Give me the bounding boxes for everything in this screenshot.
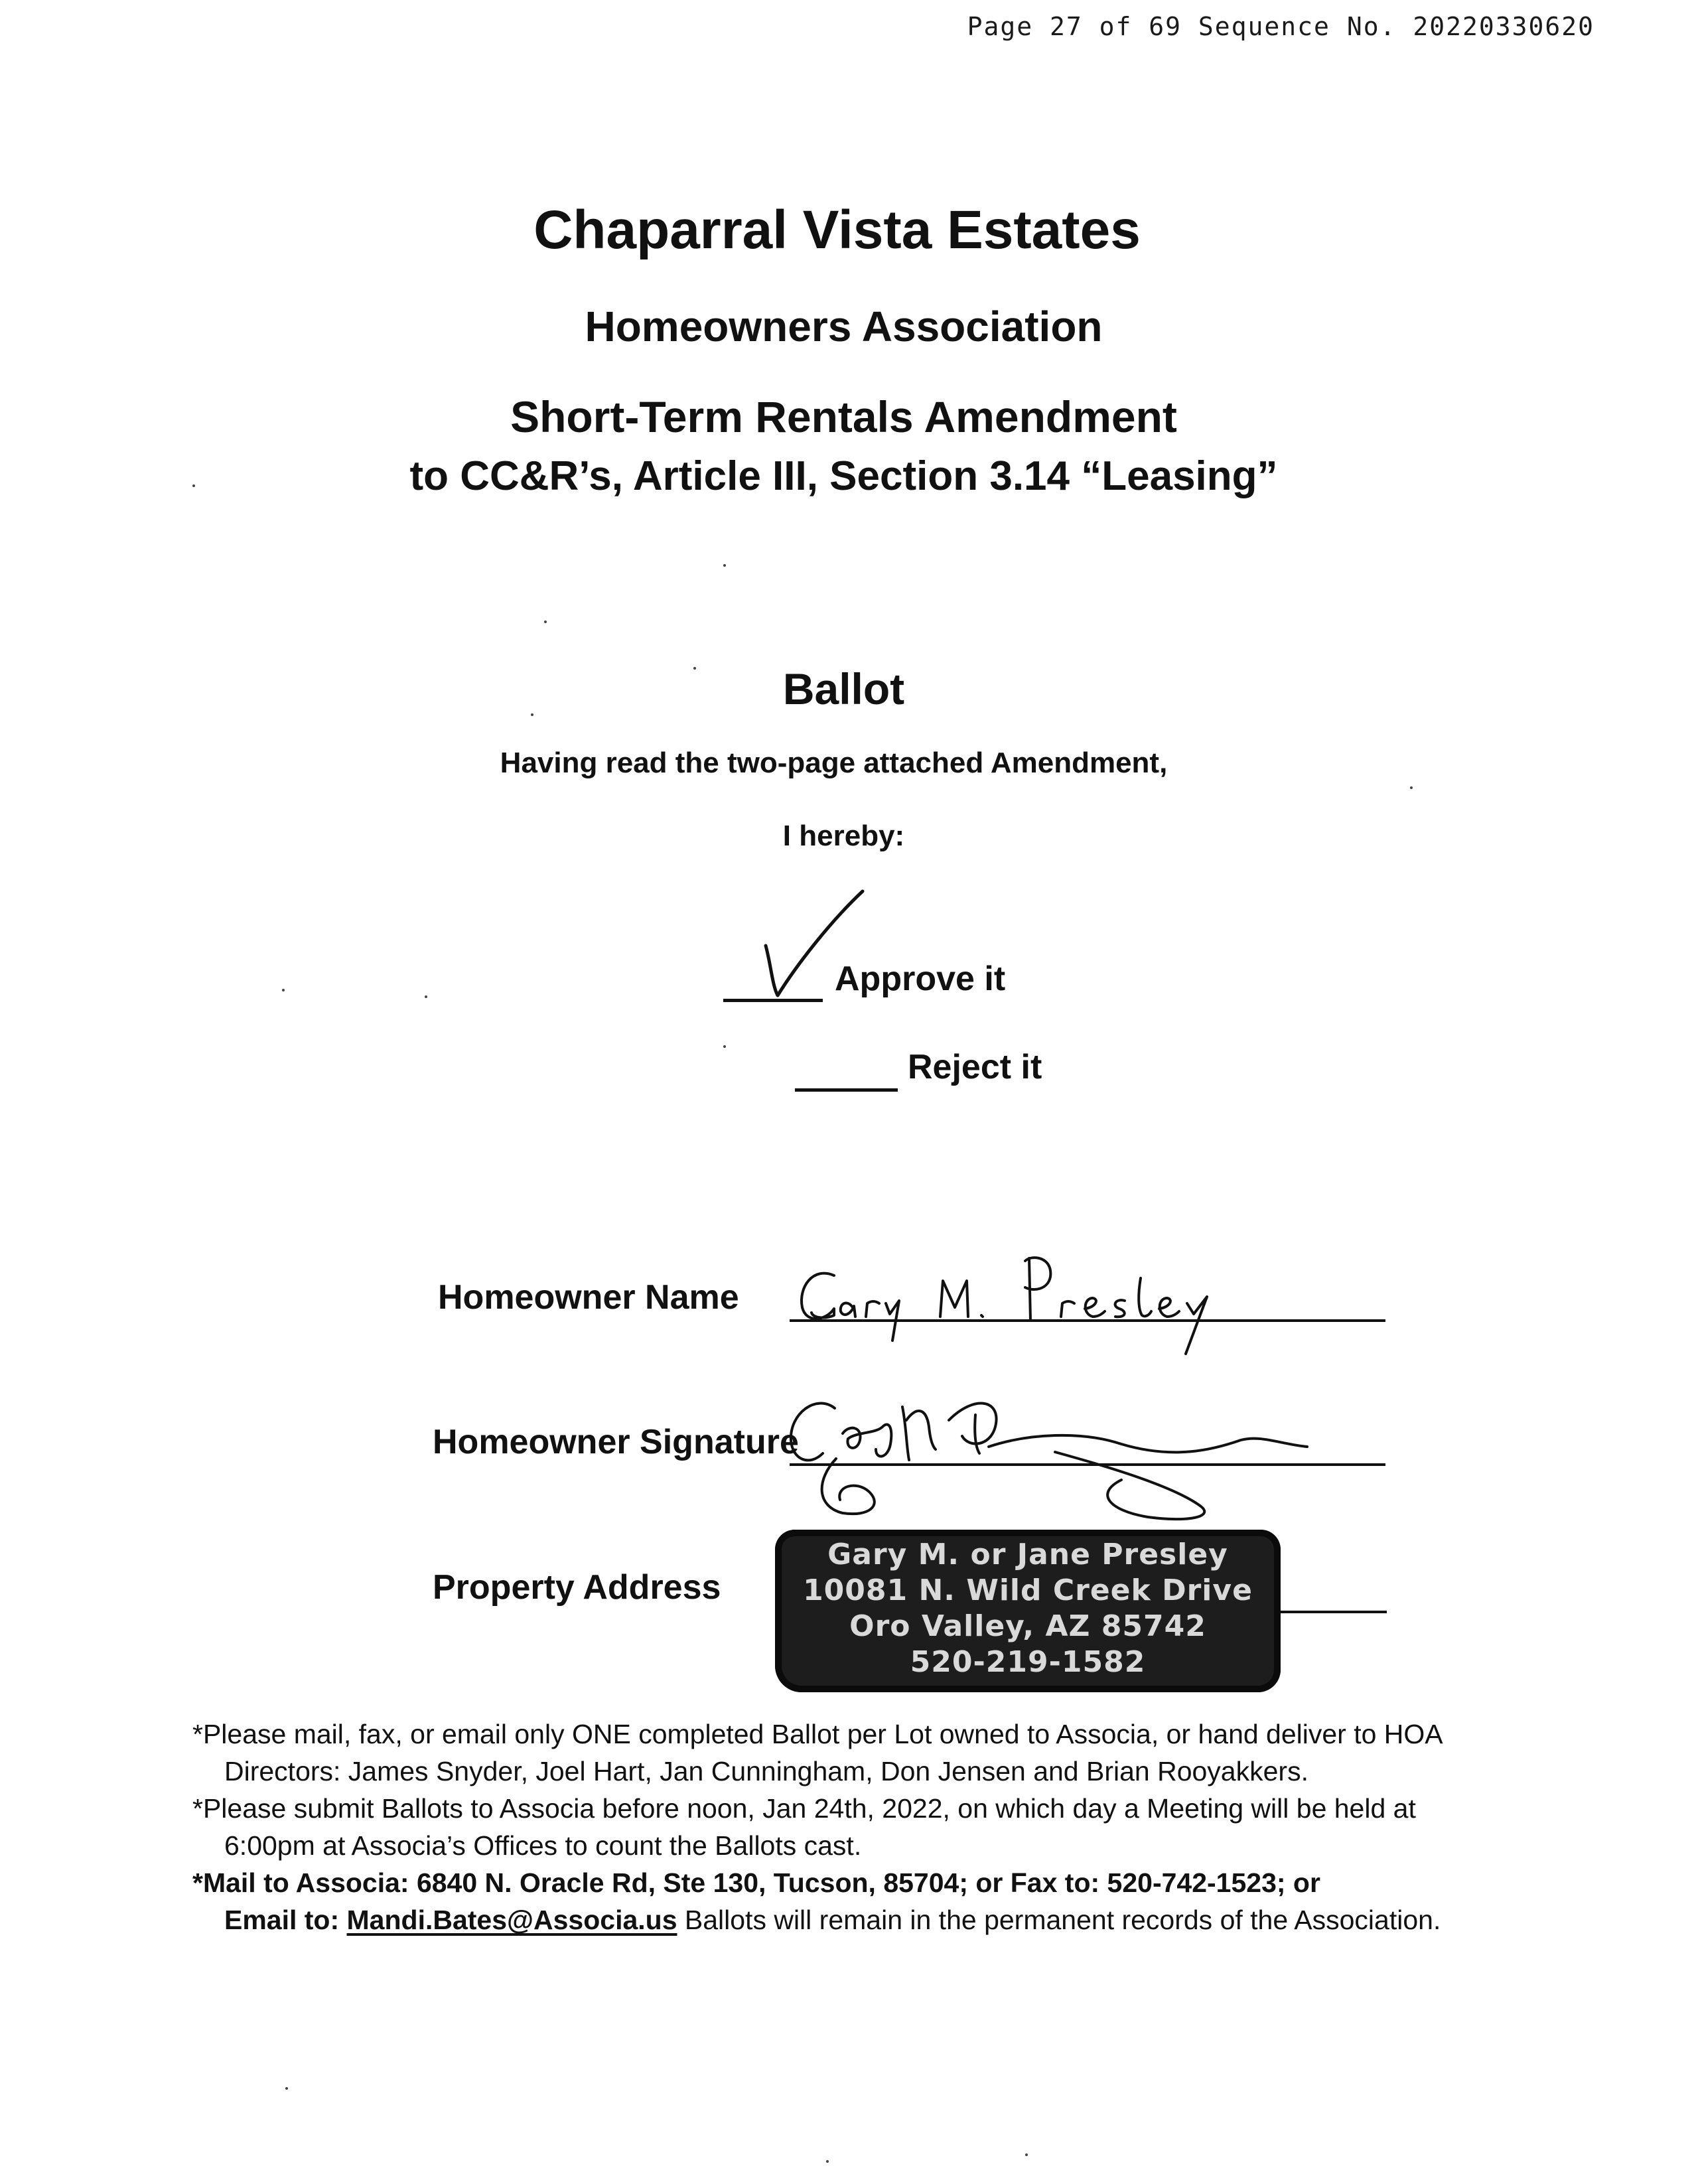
handwritten-name xyxy=(793,1234,1244,1360)
note-deadline-line2: 6:00pm at Associa’s Offices to count the Ballots cast. xyxy=(224,1830,862,1861)
scan-speck xyxy=(544,620,547,623)
page-sequence-header: Page 27 of 69 Sequence No. 20220330620 xyxy=(967,12,1594,41)
scan-speck xyxy=(1025,2153,1028,2156)
scan-speck xyxy=(285,2087,288,2090)
approve-label: Approve it xyxy=(835,960,1006,998)
property-address-line[interactable] xyxy=(1277,1611,1387,1613)
stamp-owner-names: Gary M. or Jane Presley xyxy=(827,1538,1228,1571)
scan-speck xyxy=(282,989,285,991)
stamp-street-address: 10081 N. Wild Creek Drive xyxy=(803,1573,1253,1607)
scan-speck xyxy=(425,995,427,998)
associa-email-link[interactable]: Mandi.Bates@Associa.us xyxy=(346,1905,677,1935)
instructions-notes xyxy=(192,1715,1519,1938)
scan-speck xyxy=(723,564,726,567)
ballot-heading: Ballot xyxy=(782,664,905,713)
note-delivery-line1: *Please mail, fax, or email only ONE completed Ballot per Lot owned to Associa, or hand deliver to HOA xyxy=(192,1719,1443,1749)
reject-label: Reject it xyxy=(908,1048,1042,1086)
homeowner-name-label: Homeowner Name xyxy=(438,1278,739,1317)
stamp-city-state-zip: Oro Valley, AZ 85742 xyxy=(849,1609,1206,1643)
property-address-label: Property Address xyxy=(433,1568,721,1607)
homeowner-signature-label: Homeowner Signature xyxy=(433,1423,799,1461)
scan-speck xyxy=(826,2160,829,2163)
association-title: Chaparral Vista Estates xyxy=(533,200,1141,260)
note-contact xyxy=(192,1864,1519,1938)
ballot-intro: Having read the two-page attached Amendment, xyxy=(500,747,1168,779)
note-delivery-line2: Directors: James Snyder, Joel Hart, Jan Cunningham, Don Jensen and Brian Rooyakkers. xyxy=(224,1756,1308,1786)
scan-speck xyxy=(693,667,696,670)
email-prefix: Email to: xyxy=(224,1905,347,1935)
association-subtitle: Homeowners Association xyxy=(585,303,1103,350)
note-contact-line2 xyxy=(192,1901,1519,1938)
ballot-hereby: I hereby: xyxy=(782,820,905,852)
scan-speck xyxy=(723,1045,726,1048)
note-delivery xyxy=(192,1715,1519,1790)
amendment-reference: to CC&R’s, Article III, Section 3.14 “Leasing” xyxy=(409,453,1278,499)
scan-speck xyxy=(1410,786,1413,789)
scan-speck xyxy=(192,484,195,487)
scan-speck xyxy=(531,713,533,716)
note-deadline xyxy=(192,1790,1519,1864)
note-deadline-line1: *Please submit Ballots to Associa before noon, Jan 24th, 2022, on which day a Meeting will be held at xyxy=(192,1793,1416,1824)
handwritten-signature xyxy=(776,1380,1320,1540)
note-contact-line1: *Mail to Associa: 6840 N. Oracle Rd, Ste 130, Tucson, 85704; or Fax to: 520-742-1523; or xyxy=(192,1867,1320,1898)
address-stamp xyxy=(775,1530,1281,1692)
reject-blank-line[interactable] xyxy=(795,1088,898,1092)
amendment-title: Short-Term Rentals Amendment xyxy=(510,392,1177,441)
stamp-phone: 520-219-1582 xyxy=(910,1645,1146,1679)
note-contact-suffix: Ballots will remain in the permanent records of the Association. xyxy=(677,1905,1441,1935)
